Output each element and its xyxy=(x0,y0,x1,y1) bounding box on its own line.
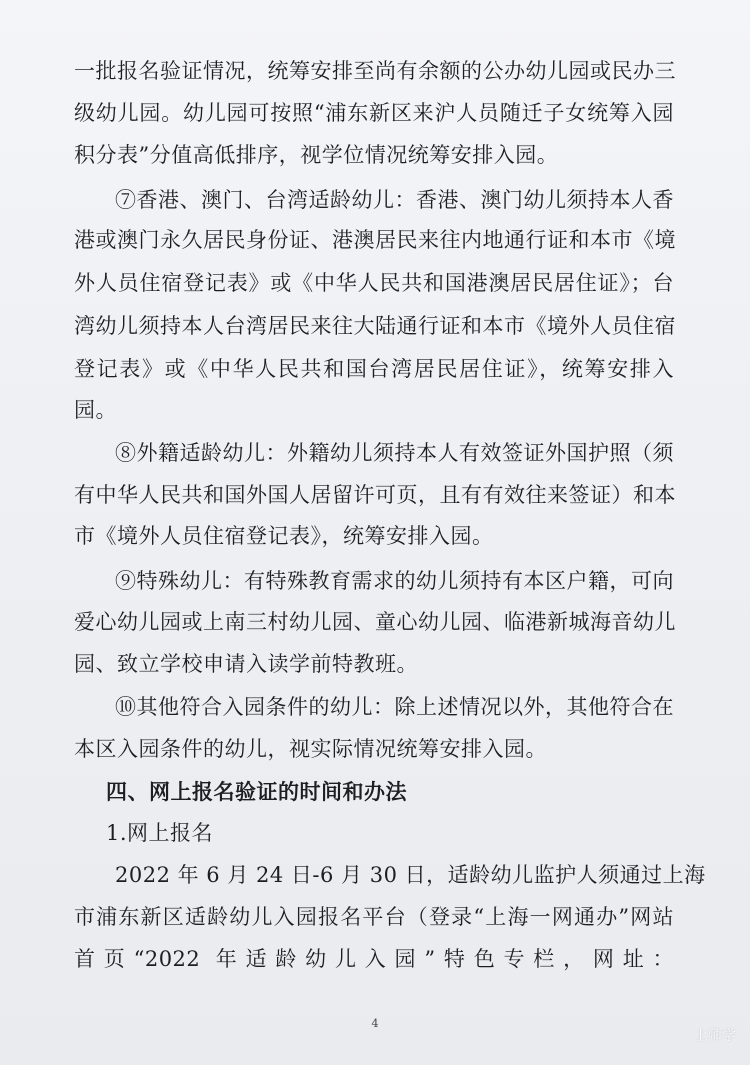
paragraph-line: 登记表》或《中华人民共和国台湾居民居住证》，统筹安排入 xyxy=(74,357,674,381)
paragraph-line: 级幼儿园。幼儿园可按照“浦东新区来沪人员随迁子女统筹入园 xyxy=(74,101,674,125)
paragraph-line: 市《境外人员住宿登记表》，统筹安排入园。 xyxy=(74,524,494,548)
paragraph-line: 港或澳门永久居民身份证、港澳居民来往内地通行证和本市《境 xyxy=(74,228,676,252)
paragraph-line: 首页“2022 年适龄幼儿入园”特色专栏，网址： xyxy=(74,947,674,971)
page-number: 4 xyxy=(371,1017,379,1030)
paragraph-line: ⑧外籍适龄幼儿：外籍幼儿须持本人有效签证外国护照（须 xyxy=(115,441,674,465)
paragraph-line: ⑨特殊幼儿：有特殊教育需求的幼儿须持有本区户籍，可向 xyxy=(115,569,674,593)
paragraph-line: 2022 年 6 月 24 日-6 月 30 日，适龄幼儿监护人须通过上海 xyxy=(115,863,706,887)
paragraph-line: 园、致立学校申请入读学前特教班。 xyxy=(74,652,418,676)
paragraph-line: ⑩其他符合入园条件的幼儿：除上述情况以外，其他符合在 xyxy=(115,695,674,719)
paragraph-line: ⑦香港、澳门、台湾适龄幼儿：香港、澳门幼儿须持本人香 xyxy=(115,188,674,212)
paragraph-line: 湾幼儿须持本人台湾居民来往大陆通行证和本市《境外人员住宿 xyxy=(74,314,676,338)
section-heading: 四、网上报名验证的时间和办法 xyxy=(106,779,407,804)
paragraph-line: 积分表”分值高低排序，视学位情况统筹安排入园。 xyxy=(74,143,559,167)
paragraph-line: 园。 xyxy=(74,398,117,422)
paragraph-line: 爱心幼儿园或上南三村幼儿园、童心幼儿园、临港新城海音幼儿 xyxy=(74,610,676,634)
paragraph-line: 有中华人民共和国外国人居留许可页，且有有效往来签证）和本 xyxy=(74,483,676,507)
subsection-heading: 1.网上报名 xyxy=(106,821,214,845)
paragraph-line: 本区入园条件的幼儿，视实际情况统筹安排入园。 xyxy=(74,737,547,761)
watermark: 上师学 xyxy=(694,1028,736,1044)
paragraph-line: 市浦东新区适龄幼儿入园报名平台（登录“上海一网通办”网站 xyxy=(74,905,674,929)
paragraph-line: 外人员住宿登记表》或《中华人民共和国港澳居民居住证》；台 xyxy=(74,271,674,295)
paragraph-line: 一批报名验证情况，统筹安排至尚有余额的公办幼儿园或民办三 xyxy=(74,59,676,83)
